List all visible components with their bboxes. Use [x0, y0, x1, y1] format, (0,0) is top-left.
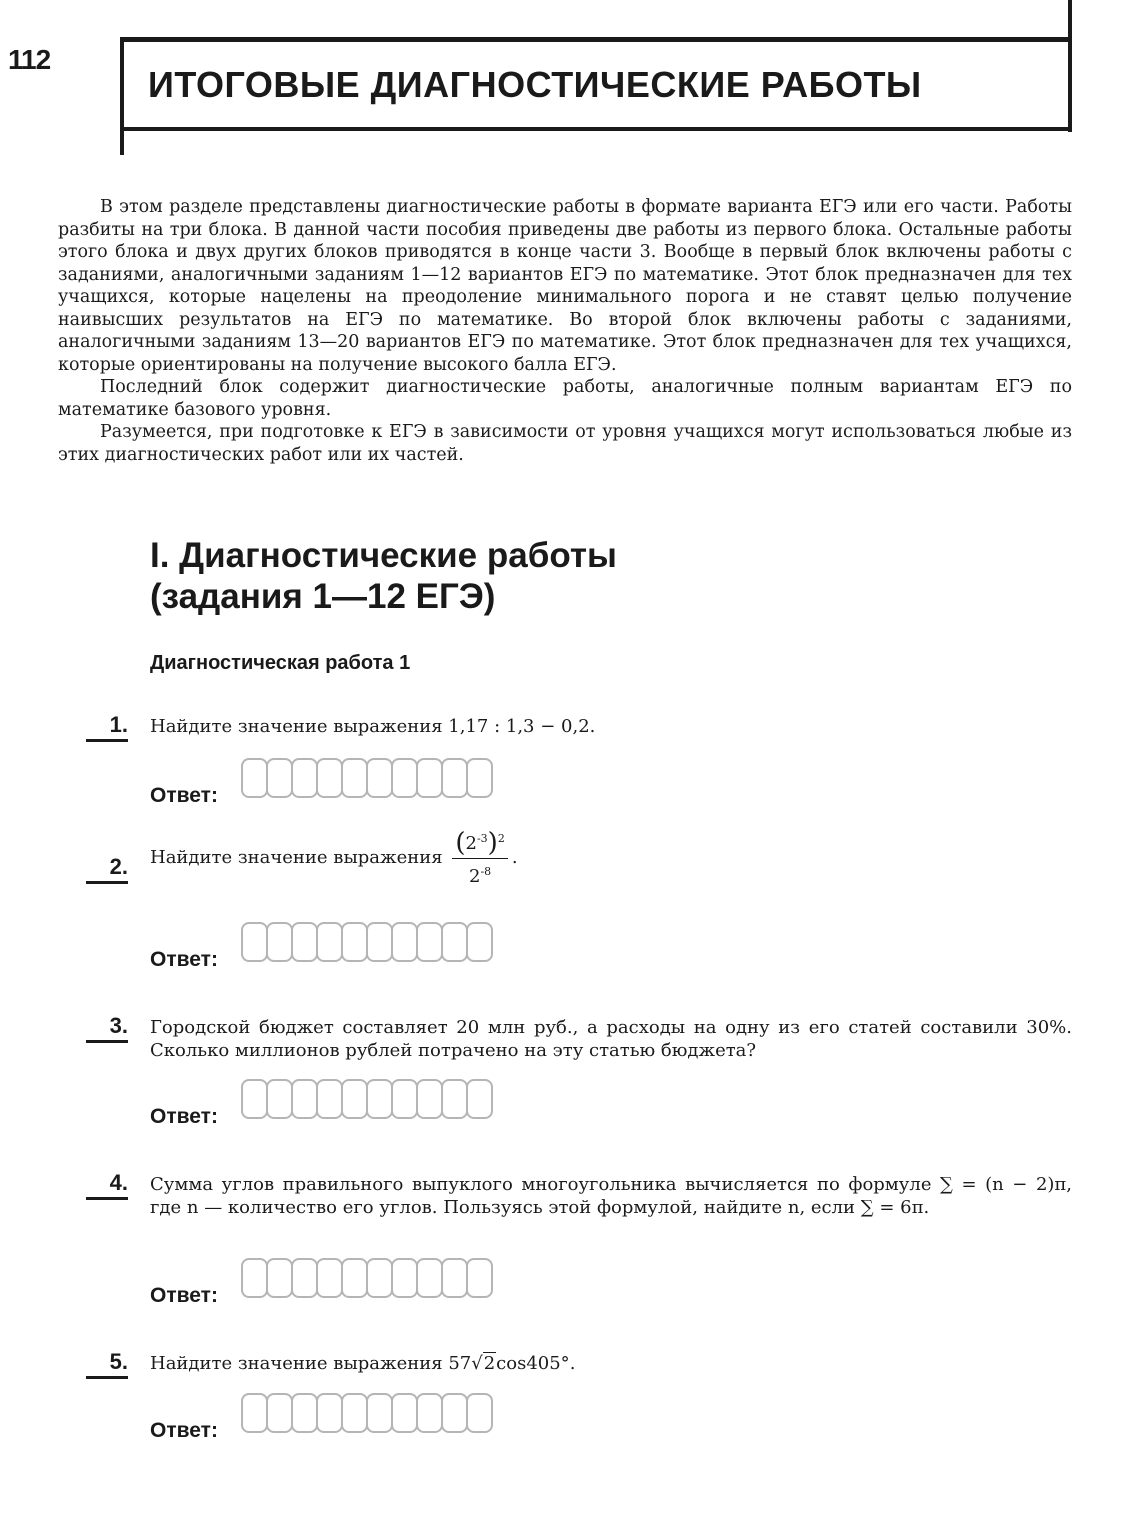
answer-cell[interactable]	[466, 922, 493, 962]
answer-cell[interactable]	[241, 1393, 268, 1433]
answer-cell[interactable]	[316, 758, 343, 798]
answer-cell[interactable]	[341, 758, 368, 798]
fraction-numerator: $(2^{-3})^2$	[452, 828, 507, 859]
task-text: Городской бюджет составляет 20 млн руб., а расходы на одну из его статей составили 30%. Сколько миллионов рублей потрачено на эту статью бюджета?	[150, 1017, 1072, 1061]
math-expression: 57√2cos405°.	[448, 1353, 576, 1374]
answer-cell[interactable]	[341, 1393, 368, 1433]
intro-paragraph-1: В этом разделе представлены диагностические работы в формате варианта ЕГЭ или его части. Работы разбиты на три блока. В данной части пособия приведены две работы из первого блока. Остальные работы этого блока и двух других блоков приводятся в конце части 3. Вообще в первый блок включены работы с заданиями, аналогичными заданиям 1—12 вариантов ЕГЭ по математике. Этот блок предназначен для тех учащихся, которые нацелены на преодоление минимального порога и не ставят целью получение наивысших результатов на ЕГЭ по математике. Во второй блок включены работы с заданиями, аналогичными заданиям 13—20 вариантов ЕГЭ по математике. Этот блок предназначен для тех учащихся, которые ориентированы на получение высокого балла ЕГЭ.	[58, 197, 1072, 375]
answer-cell[interactable]	[441, 922, 468, 962]
answer-label: Ответ:	[150, 948, 218, 971]
numerator-base: 2	[465, 833, 477, 854]
answer-boxes[interactable]	[241, 758, 491, 798]
denominator-base: 2	[468, 865, 481, 887]
answer-cell[interactable]	[391, 1393, 418, 1433]
numerator-outer-exponent: 2	[497, 832, 505, 845]
task-text-label: Найдите значение выражения	[150, 1353, 443, 1374]
task-number: 3.	[86, 1014, 128, 1043]
answer-cell[interactable]	[391, 758, 418, 798]
task-text-label: Найдите значение выражения	[150, 846, 443, 868]
fraction-denominator	[452, 859, 507, 889]
answer-cell[interactable]	[266, 1258, 293, 1298]
answer-cell[interactable]	[416, 922, 443, 962]
answer-cell[interactable]	[366, 1079, 393, 1119]
answer-cell[interactable]	[291, 1079, 318, 1119]
answer-cell[interactable]	[416, 1258, 443, 1298]
task-text: Сумма углов правильного выпуклого многоугольника вычисляется по формуле ∑ = (n − 2)π, где n — количество его углов. Пользуясь этой формулой, найдите n, если ∑ = 6π.	[150, 1174, 1072, 1218]
task-text: Найдите значение выражения $\frac{(2^{-3})^2}{2^{-8}}$ .	[150, 828, 518, 887]
task-number: 5.	[86, 1350, 128, 1379]
math-coefficient: 57	[448, 1353, 472, 1374]
answer-cell[interactable]	[466, 1258, 493, 1298]
answer-label: Ответ:	[150, 784, 218, 807]
task-number: 2.	[86, 855, 128, 884]
intro-paragraph-2: Последний блок содержит диагностические работы, аналогичные полным вариантам ЕГЭ по математике базового уровня.	[58, 377, 1072, 420]
answer-cell[interactable]	[441, 1258, 468, 1298]
numerator-inner-exponent: -3	[476, 832, 488, 845]
answer-cell[interactable]	[466, 1079, 493, 1119]
title-frame-right	[1068, 0, 1072, 132]
answer-cell[interactable]	[316, 1258, 343, 1298]
answer-cell[interactable]	[366, 922, 393, 962]
title-frame-top	[120, 37, 1072, 42]
answer-cell[interactable]	[266, 758, 293, 798]
answer-cell[interactable]	[291, 1393, 318, 1433]
task-number: 1.	[86, 713, 128, 742]
answer-cell[interactable]	[466, 758, 493, 798]
answer-cell[interactable]	[291, 758, 318, 798]
answer-cell[interactable]	[291, 922, 318, 962]
page-number: 112	[8, 44, 51, 75]
denominator-exponent: -8	[480, 864, 492, 878]
answer-cell[interactable]	[466, 1393, 493, 1433]
task-number: 4.	[86, 1171, 128, 1200]
answer-cell[interactable]	[341, 1079, 368, 1119]
answer-label: Ответ:	[150, 1419, 218, 1442]
answer-cell[interactable]	[291, 1258, 318, 1298]
answer-label: Ответ:	[150, 1284, 218, 1307]
answer-boxes[interactable]	[241, 1258, 491, 1298]
answer-label: Ответ:	[150, 1105, 218, 1128]
task-text: Найдите значение выражения 1,17 : 1,3 − 0,2.	[150, 716, 596, 737]
intro-paragraph-3: Разумеется, при подготовке к ЕГЭ в зависимости от уровня учащихся могут использоваться любые из этих диагностических работ или их частей.	[58, 422, 1072, 465]
answer-boxes[interactable]	[241, 1079, 491, 1119]
answer-cell[interactable]	[341, 922, 368, 962]
answer-cell[interactable]	[316, 922, 343, 962]
answer-cell[interactable]	[241, 758, 268, 798]
sqrt-radicand: 2	[483, 1353, 496, 1374]
section-heading-line-1: I. Диагностические работы	[150, 536, 617, 575]
math-function: cos405°	[496, 1353, 570, 1374]
title-frame-bottom	[120, 127, 1072, 131]
section-heading-line-2: (задания 1—12 ЕГЭ)	[150, 577, 496, 616]
answer-cell[interactable]	[416, 1079, 443, 1119]
section-heading	[150, 535, 617, 617]
answer-cell[interactable]	[416, 1393, 443, 1433]
answer-cell[interactable]	[241, 1258, 268, 1298]
answer-cell[interactable]	[391, 1079, 418, 1119]
answer-cell[interactable]	[341, 1258, 368, 1298]
answer-cell[interactable]	[391, 1258, 418, 1298]
answer-cell[interactable]	[441, 758, 468, 798]
answer-cell[interactable]	[266, 1393, 293, 1433]
answer-cell[interactable]	[266, 1079, 293, 1119]
answer-boxes[interactable]	[241, 1393, 491, 1433]
title-frame-left	[120, 37, 124, 155]
work-heading: Диагностическая работа 1	[150, 652, 411, 674]
answer-cell[interactable]	[366, 1393, 393, 1433]
answer-cell[interactable]	[366, 1258, 393, 1298]
page-title: ИТОГОВЫЕ ДИАГНОСТИЧЕСКИЕ РАБОТЫ	[148, 64, 922, 105]
answer-cell[interactable]	[266, 922, 293, 962]
answer-cell[interactable]	[241, 1079, 268, 1119]
answer-cell[interactable]	[416, 758, 443, 798]
answer-cell[interactable]	[316, 1393, 343, 1433]
intro-text	[58, 196, 1072, 466]
answer-cell[interactable]	[241, 922, 268, 962]
sqrt-sign: √2	[471, 1353, 496, 1374]
task-text	[150, 1353, 1072, 1376]
answer-boxes[interactable]	[241, 922, 491, 962]
answer-cell[interactable]	[391, 922, 418, 962]
fraction-expression	[452, 828, 507, 888]
answer-cell[interactable]	[441, 1393, 468, 1433]
answer-cell[interactable]	[441, 1079, 468, 1119]
answer-cell[interactable]	[366, 758, 393, 798]
answer-cell[interactable]	[316, 1079, 343, 1119]
